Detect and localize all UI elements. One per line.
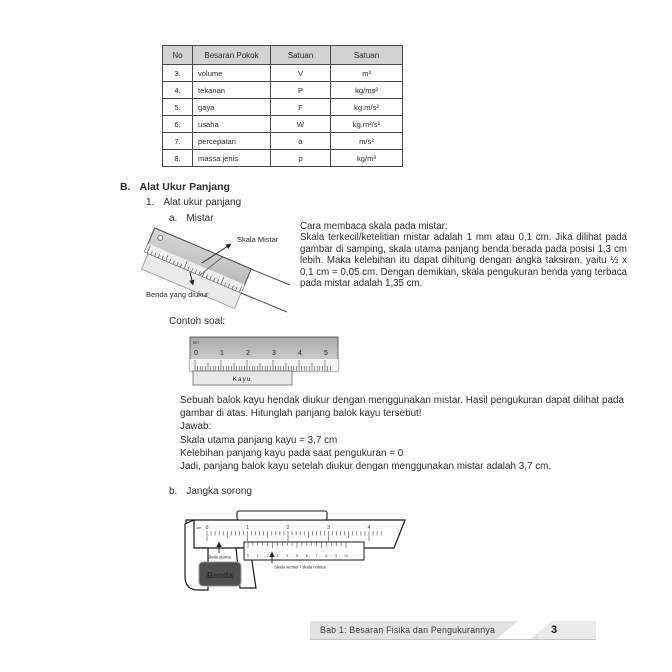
svg-text:1: 1	[220, 350, 224, 357]
svg-text:5: 5	[296, 554, 298, 558]
section-heading	[120, 181, 230, 193]
benda-label: Benda	[207, 570, 233, 580]
item-a-heading: a. Mistar	[169, 213, 214, 224]
problem-text: Sebuah balok kayu hendak diukur dengan menggunakan mistar. Hasil pengukuran dapat dilihat pada gambar di atas. Hitunglah panjang balok kayu tersebut!	[180, 395, 624, 420]
svg-text:10: 10	[344, 554, 348, 558]
table-row: 3. volume V m³	[163, 65, 403, 82]
mistar-diagram	[138, 225, 316, 321]
answer-line: Kelebihan panjang kayu pada saat pengukuran = 0	[180, 447, 404, 459]
svg-text:0: 0	[205, 525, 209, 531]
svg-text:7: 7	[315, 554, 318, 558]
header-satuan-symbol: Satuan	[271, 46, 331, 65]
header-no: No	[163, 46, 193, 65]
svg-text:4: 4	[298, 350, 302, 357]
kayu-label: Kayu	[232, 376, 252, 383]
contoh-problem-block	[180, 394, 624, 473]
svg-text:4: 4	[286, 554, 289, 558]
header-satuan-unit: Satuan	[331, 46, 403, 65]
vernier-label: Skala vernier / skala nonius	[274, 564, 326, 570]
item-b-heading: b. Jangka sorong	[169, 486, 252, 497]
svg-text:3: 3	[272, 350, 276, 357]
svg-text:8: 8	[325, 554, 328, 558]
page-number: 3	[550, 624, 558, 636]
scale-label: Skala Mistar	[237, 235, 279, 244]
svg-text:1: 1	[256, 554, 259, 558]
slider-bar	[237, 511, 327, 520]
edge-extension-line	[241, 293, 287, 312]
svg-text:2: 2	[286, 525, 290, 531]
section-title: Alat Ukur Panjang	[139, 181, 230, 193]
explanation-body: Skala terkecil/ketelitian mistar adalah 1 mm atau 0,1 cm. Jika dilihat pada gambar di samping, skala utama panjang benda berada pada posisi 1,3 cm lebih. Maka kelebihan itu dapat dihitung dengan angka taksiran, yaitu ½ x 0,1 cm = 0,05 cm. Dengan demikian, skala pengukuran benda yang terbaca pada mistar adalah 1,35 cm.	[300, 232, 627, 290]
caliper-diagram	[172, 500, 412, 606]
svg-text:6: 6	[305, 554, 308, 558]
svg-text:3: 3	[276, 554, 279, 558]
table-row: 7. percepatan a m/s²	[163, 133, 403, 150]
header-besaran: Besaran Pokok	[193, 46, 271, 65]
section-letter: B.	[120, 181, 131, 193]
explanation-intro: Cara membaca skala pada mistar:	[300, 221, 448, 232]
svg-text:9: 9	[335, 554, 338, 558]
jawab-label: Jawab:	[180, 421, 212, 433]
svg-text:0: 0	[194, 350, 198, 357]
edge-extension-line	[251, 269, 290, 285]
chapter-title: Bab 1: Besaran Fisika dan Pengukurannya	[320, 625, 496, 635]
object-label: Benda yang diukur	[146, 290, 209, 299]
kayu-ruler-diagram	[186, 331, 348, 391]
main-scale-label: Skala utama	[207, 554, 231, 560]
svg-text:2: 2	[266, 554, 269, 558]
svg-text:4: 4	[367, 525, 371, 531]
svg-text:0: 0	[247, 554, 249, 558]
ruler-unit-label: cm	[193, 340, 199, 345]
svg-text:2: 2	[246, 350, 250, 357]
answer-line: Skala utama panjang kayu = 3,7 cm	[180, 434, 338, 446]
table-row: 4. tekanan P kg/ms²	[163, 82, 403, 99]
caliper-unit-label: cm	[196, 526, 202, 530]
svg-text:5: 5	[324, 350, 328, 357]
table-header-row	[163, 46, 403, 65]
svg-text:3: 3	[327, 525, 330, 531]
table-row: 8. massa jenis ρ kg/m³	[163, 150, 403, 167]
mistar-explanation	[300, 221, 627, 289]
units-table	[162, 45, 403, 167]
table-row: 5. gaya F kg.m/s²	[163, 99, 403, 116]
subsection-heading: 1. Alat ukur panjang	[146, 197, 242, 208]
contoh-soal-label: Contoh soal:	[169, 316, 226, 327]
answer-line: Jadi, panjang balok kayu setelah diukur dengan menggunakan mistar adalah 3,7 cm.	[180, 461, 552, 473]
table-row: 6. usaha W kg.m²/s²	[163, 116, 403, 133]
svg-text:1: 1	[246, 525, 249, 531]
footer-bar	[310, 621, 596, 640]
